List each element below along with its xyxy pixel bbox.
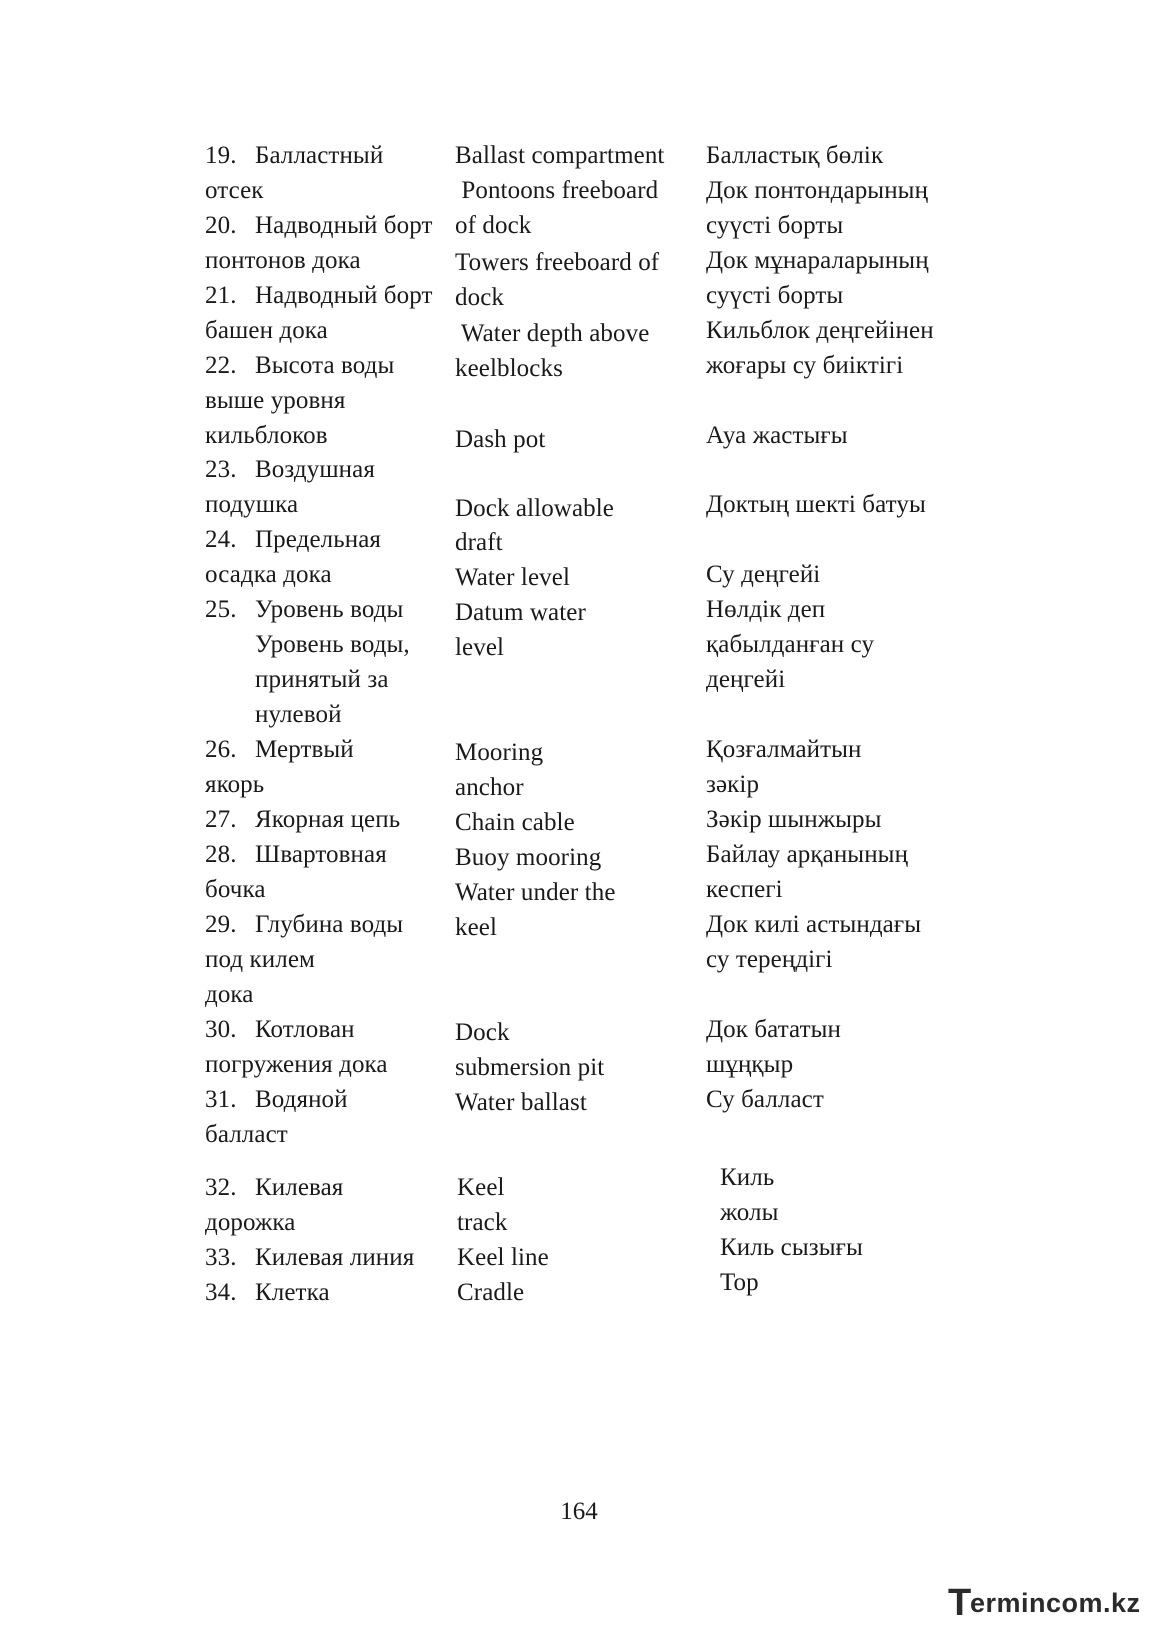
- term-26-kz-cont: зәкір: [706, 771, 760, 798]
- term-20-kz-cont: суүсті борты: [706, 212, 844, 239]
- term-24-ru: 24. Предельная: [205, 526, 381, 553]
- term-22-ru-cont2: кильблоков: [205, 422, 328, 449]
- term-21-en-cont: dock: [455, 284, 504, 311]
- term-25-kz-cont: Нөлдік деп: [706, 596, 826, 623]
- term-24-en: Dock allowable: [455, 495, 614, 522]
- term-20-en-cont: of dock: [455, 212, 532, 239]
- term-33-en: Keel line: [457, 1244, 549, 1271]
- term-31-ru-cont: балласт: [205, 1121, 288, 1148]
- term-30-en: Dock: [455, 1019, 510, 1046]
- term-23-ru: 23. Воздушная: [205, 456, 375, 483]
- term-31-ru: 31. Водяной: [205, 1086, 348, 1113]
- term-29-ru-cont2: дока: [205, 981, 254, 1008]
- term-22-kz: Кильблок деңгейінен: [706, 317, 934, 344]
- term-22-kz-cont: жоғары су биіктігі: [706, 352, 904, 379]
- term-27-en: Chain cable: [455, 809, 575, 836]
- term-25-ru-cont2: принятый за: [255, 666, 389, 693]
- term-21-ru: 21. Надводный борт: [205, 282, 433, 309]
- term-34-ru: 34. Клетка: [205, 1279, 330, 1306]
- term-29-en: Water under the: [455, 879, 616, 906]
- term-23-ru-cont: подушка: [205, 491, 299, 518]
- term-29-en-cont: keel: [455, 914, 498, 941]
- term-30-ru: 30. Котлован: [205, 1016, 355, 1043]
- term-19-ru-cont: отсек: [205, 177, 264, 204]
- term-27-kz: Зәкір шынжыры: [706, 806, 882, 833]
- term-30-kz: Док бататын: [706, 1016, 841, 1043]
- term-28-kz-cont: кеспегі: [706, 876, 783, 903]
- term-24-en-cont: draft: [455, 529, 503, 556]
- term-26-ru-cont: якорь: [205, 771, 265, 798]
- term-26-kz: Қозғалмайтын: [706, 736, 862, 763]
- term-22-en-cont: keelblocks: [455, 355, 563, 382]
- term-20-en: Pontoons freeboard: [455, 177, 659, 204]
- term-25-ru: 25. Уровень воды: [205, 596, 404, 623]
- term-20-ru: 20. Надводный борт: [205, 212, 433, 239]
- term-34-kz: Тор: [720, 1269, 759, 1296]
- term-25-en: Water level: [455, 564, 570, 591]
- term-29-ru: 29. Глубина воды: [205, 911, 404, 938]
- term-21-en: Towers freeboard of: [455, 249, 660, 276]
- term-22-ru: 22. Высота воды: [205, 352, 395, 379]
- term-20-kz: Док понтондарының: [706, 177, 929, 204]
- logo-initial: T: [948, 1582, 972, 1624]
- term-21-kz: Док мұнараларының: [706, 247, 929, 274]
- term-25-kz: Су деңгейі: [706, 561, 821, 588]
- term-21-ru-cont: башен дока: [205, 317, 328, 344]
- term-22-en: Water depth above: [455, 320, 650, 347]
- term-28-en: Buoy mooring: [455, 844, 602, 871]
- term-25-kz-cont3: деңгейі: [706, 666, 786, 693]
- term-20-ru-cont: понтонов дока: [205, 247, 361, 274]
- term-33-kz: Киль сызығы: [720, 1234, 863, 1261]
- term-32-en-cont: track: [457, 1209, 508, 1236]
- term-21-kz-cont: суүсті борты: [706, 282, 844, 309]
- term-25-en-cont2: level: [455, 634, 505, 661]
- term-19-kz: Балластық бөлік: [706, 142, 884, 169]
- terminkom-logo: [948, 1582, 1148, 1632]
- term-29-ru-cont: под килем: [205, 946, 315, 973]
- term-24-kz: Доктың шекті батуы: [706, 491, 926, 518]
- term-31-kz: Су балласт: [706, 1086, 824, 1113]
- term-28-kz: Байлау арқанының: [706, 841, 909, 868]
- term-25-ru-cont3: нулевой: [255, 701, 342, 728]
- term-25-en-cont: Datum water: [455, 599, 586, 626]
- term-28-ru: 28. Швартовная: [205, 841, 387, 868]
- term-25-ru-cont: Уровень воды,: [255, 631, 410, 658]
- term-30-kz-cont: шұңқыр: [706, 1051, 794, 1078]
- term-26-en-cont: anchor: [455, 774, 524, 801]
- term-32-en: Keel: [457, 1174, 505, 1201]
- term-26-ru: 26. Мертвый: [205, 736, 354, 763]
- term-29-kz: Док килі астындағы: [706, 911, 922, 938]
- term-32-kz: Киль: [720, 1164, 775, 1191]
- term-32-kz-cont: жолы: [720, 1199, 779, 1226]
- term-19-en: Ballast compartment: [455, 142, 665, 169]
- term-32-ru-cont: дорожка: [205, 1209, 296, 1236]
- page-number: 164: [560, 1498, 598, 1525]
- term-31-en: Water ballast: [455, 1089, 587, 1116]
- term-24-ru-cont: осадка дока: [205, 561, 332, 588]
- term-34-en: Cradle: [457, 1279, 525, 1306]
- term-23-en: Dash pot: [455, 426, 546, 453]
- term-30-en-cont: submersion pit: [455, 1054, 605, 1081]
- term-33-ru: 33. Килевая линия: [205, 1244, 415, 1271]
- logo-text: ermincom.kz: [970, 1588, 1141, 1618]
- term-32-ru: 32. Килевая: [205, 1174, 344, 1201]
- term-23-kz: Ауа жастығы: [706, 422, 848, 449]
- term-28-ru-cont: бочка: [205, 876, 266, 903]
- term-27-ru: 27. Якорная цепь: [205, 806, 401, 833]
- term-19-ru: 19. Балластный: [205, 142, 384, 169]
- term-22-ru-cont: выше уровня: [205, 387, 346, 414]
- term-26-en: Mooring: [455, 739, 544, 766]
- term-29-kz-cont: су тереңдігі: [706, 946, 833, 973]
- term-30-ru-cont: погружения дока: [205, 1051, 388, 1078]
- term-25-kz-cont2: қабылданған су: [706, 631, 875, 658]
